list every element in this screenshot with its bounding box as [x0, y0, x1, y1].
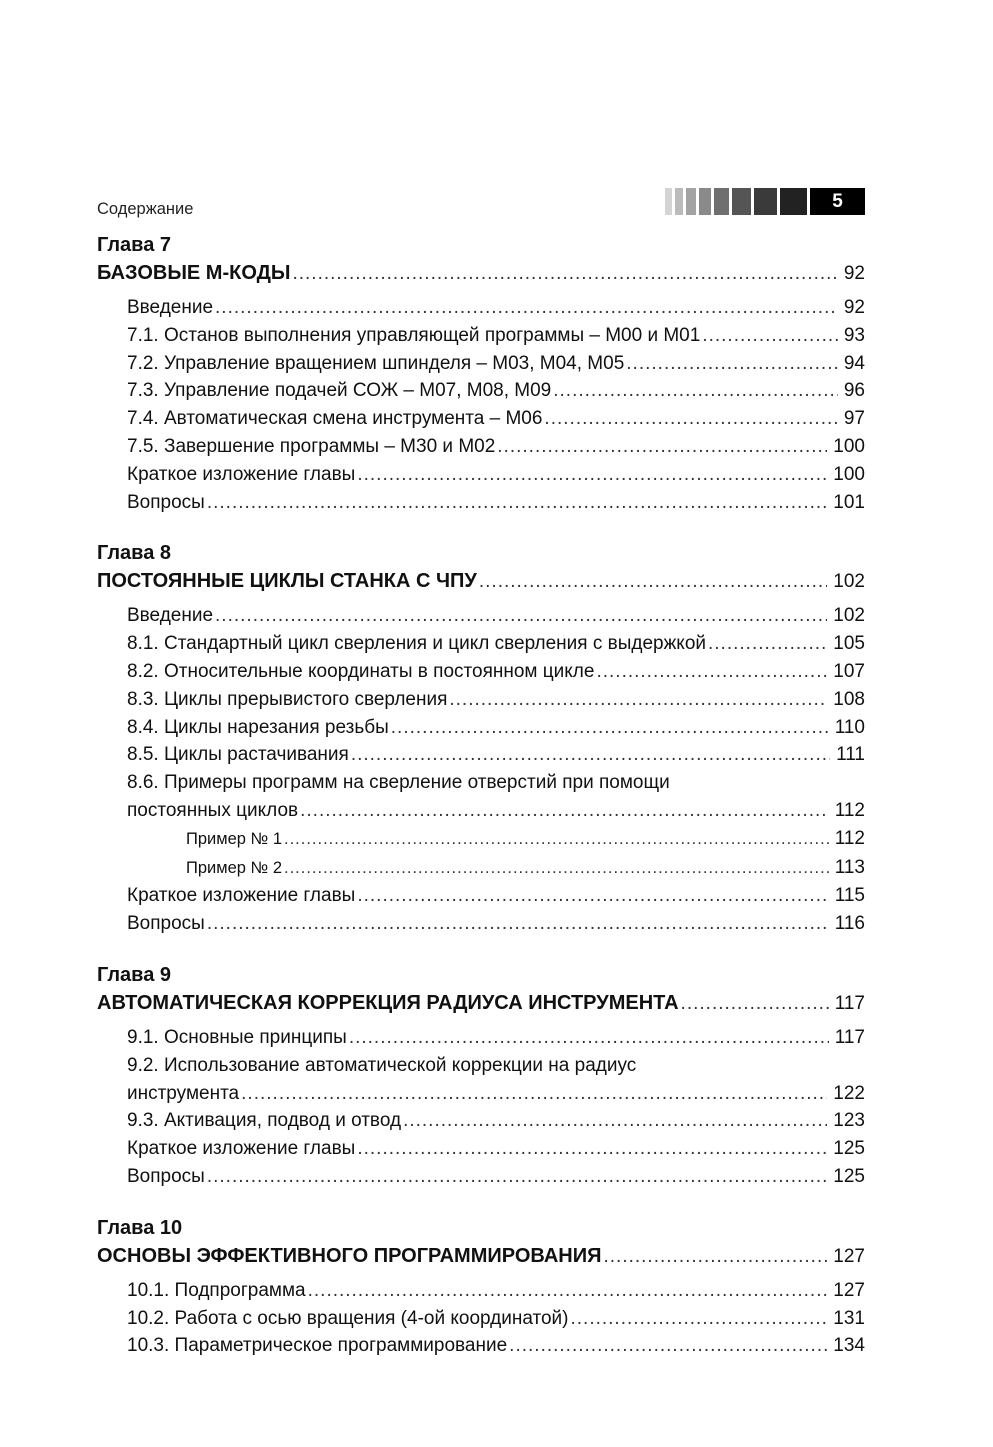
toc-entry[interactable]: [97, 489, 865, 517]
page-ref: 92: [843, 297, 865, 318]
toc-entry[interactable]: [97, 1305, 865, 1333]
entry-text: 8.4. Циклы нарезания резьбы: [127, 716, 389, 738]
page-ref: 102: [833, 605, 865, 627]
page-ref: 122: [833, 1082, 865, 1104]
toc-entry[interactable]: [97, 322, 865, 350]
toc-entry[interactable]: [97, 1332, 865, 1360]
page-ref: 111: [836, 744, 865, 766]
entry-text: 7.2. Управление вращением шпинделя – М03, М04, М05: [127, 352, 625, 374]
page-number: 5: [810, 188, 865, 215]
entry-text: 8.3. Циклы прерывистого сверления: [127, 688, 448, 710]
page-ref: 127: [833, 1245, 865, 1267]
gradient-bar-segment: [754, 188, 777, 215]
page-ref: 131: [833, 1307, 865, 1329]
toc-entry[interactable]: [97, 1277, 865, 1305]
chapter-label: Глава 7: [97, 234, 172, 256]
toc-entry[interactable]: [97, 797, 865, 825]
page-ref: 93: [843, 324, 865, 346]
running-title: Содержание: [97, 200, 194, 218]
header-gradient-bar: [662, 188, 865, 215]
gradient-bar-segment: [780, 188, 807, 215]
gradient-bar-segment: [665, 188, 672, 215]
page-ref: 112: [834, 827, 865, 849]
entry-text: 10.1. Подпрограмма: [127, 1279, 306, 1301]
toc-entry[interactable]: [97, 294, 865, 322]
entry-text: Краткое изложение главы: [127, 463, 356, 485]
page-ref: 101: [833, 491, 865, 513]
page-ref: 117: [834, 992, 865, 1014]
entry-text-line1: 8.6. Примеры программ на сверление отверстий при помощи: [127, 772, 670, 794]
toc-entry[interactable]: [97, 461, 865, 489]
page-ref: 127: [833, 1279, 865, 1301]
toc-entry[interactable]: [97, 658, 865, 686]
chapter-title: ПОСТОЯННЫЕ ЦИКЛЫ СТАНКА С ЧПУ: [97, 570, 477, 593]
page-ref: 113: [834, 856, 865, 878]
toc-entry[interactable]: [97, 377, 865, 405]
toc-entry[interactable]: [97, 741, 865, 769]
toc-subentry[interactable]: [97, 854, 865, 883]
entry-text: 7.4. Автоматическая смена инструмента – М06: [127, 408, 543, 430]
toc-entry[interactable]: [97, 602, 865, 630]
gradient-bar-segment: [675, 188, 683, 215]
page-ref: 117: [834, 1026, 865, 1048]
page-ref: 100: [833, 435, 865, 457]
page-ref: 107: [833, 660, 865, 682]
entry-text: 10.3. Параметрическое программирование: [127, 1335, 508, 1357]
chapter-10: [97, 1215, 865, 1360]
entry-text: Пример № 2: [186, 858, 282, 877]
entry-text: постоянных циклов: [127, 799, 299, 821]
page-ref: 116: [834, 913, 865, 935]
chapter-label: Глава 10: [97, 1216, 183, 1239]
toc-subentry[interactable]: [97, 825, 865, 854]
page-ref: 112: [834, 799, 865, 821]
chapter-9: [97, 962, 865, 1191]
page-ref: 134: [833, 1335, 865, 1357]
chapter-title-line[interactable]: [97, 258, 865, 289]
chapter-7: [97, 232, 865, 516]
entry-text: 7.5. Завершение программы – М30 и М02: [127, 435, 496, 457]
page-ref: 125: [833, 1165, 865, 1187]
toc-entry[interactable]: [97, 630, 865, 658]
gradient-bar-segment: [732, 188, 751, 215]
entry-text: Краткое изложение главы: [127, 885, 356, 907]
chapter-8: [97, 540, 865, 938]
entry-text: Пример № 1: [186, 829, 282, 848]
chapter-title: БАЗОВЫЕ М-КОДЫ: [97, 262, 291, 284]
entry-text: 8.2. Относительные координаты в постоянном цикле: [127, 660, 595, 682]
page-ref: 105: [833, 633, 865, 655]
chapter-title-line[interactable]: [97, 1241, 865, 1272]
toc-entry[interactable]: [97, 1135, 865, 1163]
toc-entry[interactable]: [97, 686, 865, 714]
page-ref: 96: [843, 380, 865, 402]
gradient-bar-segment: [686, 188, 696, 215]
chapter-label: Глава 9: [97, 963, 172, 986]
toc-entry[interactable]: [97, 910, 865, 938]
entry-text: 7.3. Управление подачей СОЖ – М07, М08, М09: [127, 380, 552, 402]
chapter-title-line[interactable]: [97, 566, 865, 597]
toc-entry[interactable]: [97, 350, 865, 378]
toc-entry[interactable]: [97, 1080, 865, 1108]
page-ref: 110: [834, 716, 865, 738]
toc-entry[interactable]: [97, 1024, 865, 1052]
chapter-label: Глава 8: [97, 542, 172, 565]
page-ref: 125: [833, 1138, 865, 1160]
entry-text: Вопросы: [127, 913, 205, 935]
entry-text: Вопросы: [127, 491, 205, 513]
entry-text: Вопросы: [127, 1165, 205, 1187]
entry-text: 8.5. Циклы растачивания: [127, 744, 349, 766]
entry-text: 9.1. Основные принципы: [127, 1026, 347, 1048]
page-ref: 115: [834, 885, 865, 907]
page-ref: 92: [843, 263, 865, 284]
entry-text: инструмента: [127, 1082, 240, 1104]
toc-entry[interactable]: [97, 714, 865, 742]
entry-text-line1: 9.2. Использование автоматической коррекции на радиус: [127, 1054, 637, 1076]
page-header: [97, 186, 865, 216]
page-ref: 94: [843, 352, 865, 374]
chapter-title: АВТОМАТИЧЕСКАЯ КОРРЕКЦИЯ РАДИУСА ИНСТРУМЕНТА: [97, 991, 679, 1014]
toc-entry[interactable]: [97, 433, 865, 461]
chapter-title: ОСНОВЫ ЭФФЕКТИВНОГО ПРОГРАММИРОВАНИЯ: [97, 1244, 602, 1267]
toc-entry[interactable]: [97, 1107, 865, 1135]
toc-entry[interactable]: [97, 882, 865, 910]
entry-text: 8.1. Стандартный цикл сверления и цикл сверления с выдержкой: [127, 633, 706, 655]
entry-text: 10.2. Работа с осью вращения (4-ой координатой): [127, 1307, 569, 1329]
entry-text: 9.3. Активация, подвод и отвод: [127, 1110, 402, 1132]
page-ref: 123: [833, 1110, 865, 1132]
entry-text: 7.1. Останов выполнения управляющей программы – М00 и М01: [127, 324, 701, 346]
chapter-title-line[interactable]: [97, 988, 865, 1019]
entry-text: Введение: [127, 605, 214, 627]
page-ref: 100: [833, 463, 865, 485]
page-ref: 97: [843, 408, 865, 430]
entry-text: Краткое изложение главы: [127, 1138, 356, 1160]
gradient-bar-segment: [714, 188, 729, 215]
toc-entry[interactable]: [97, 1163, 865, 1191]
entry-text: Введение: [127, 297, 214, 318]
gradient-bar-segment: [699, 188, 711, 215]
table-of-contents: [97, 232, 865, 1384]
page-ref: 108: [833, 688, 865, 710]
toc-entry[interactable]: [97, 405, 865, 433]
page-ref: 102: [833, 571, 865, 593]
